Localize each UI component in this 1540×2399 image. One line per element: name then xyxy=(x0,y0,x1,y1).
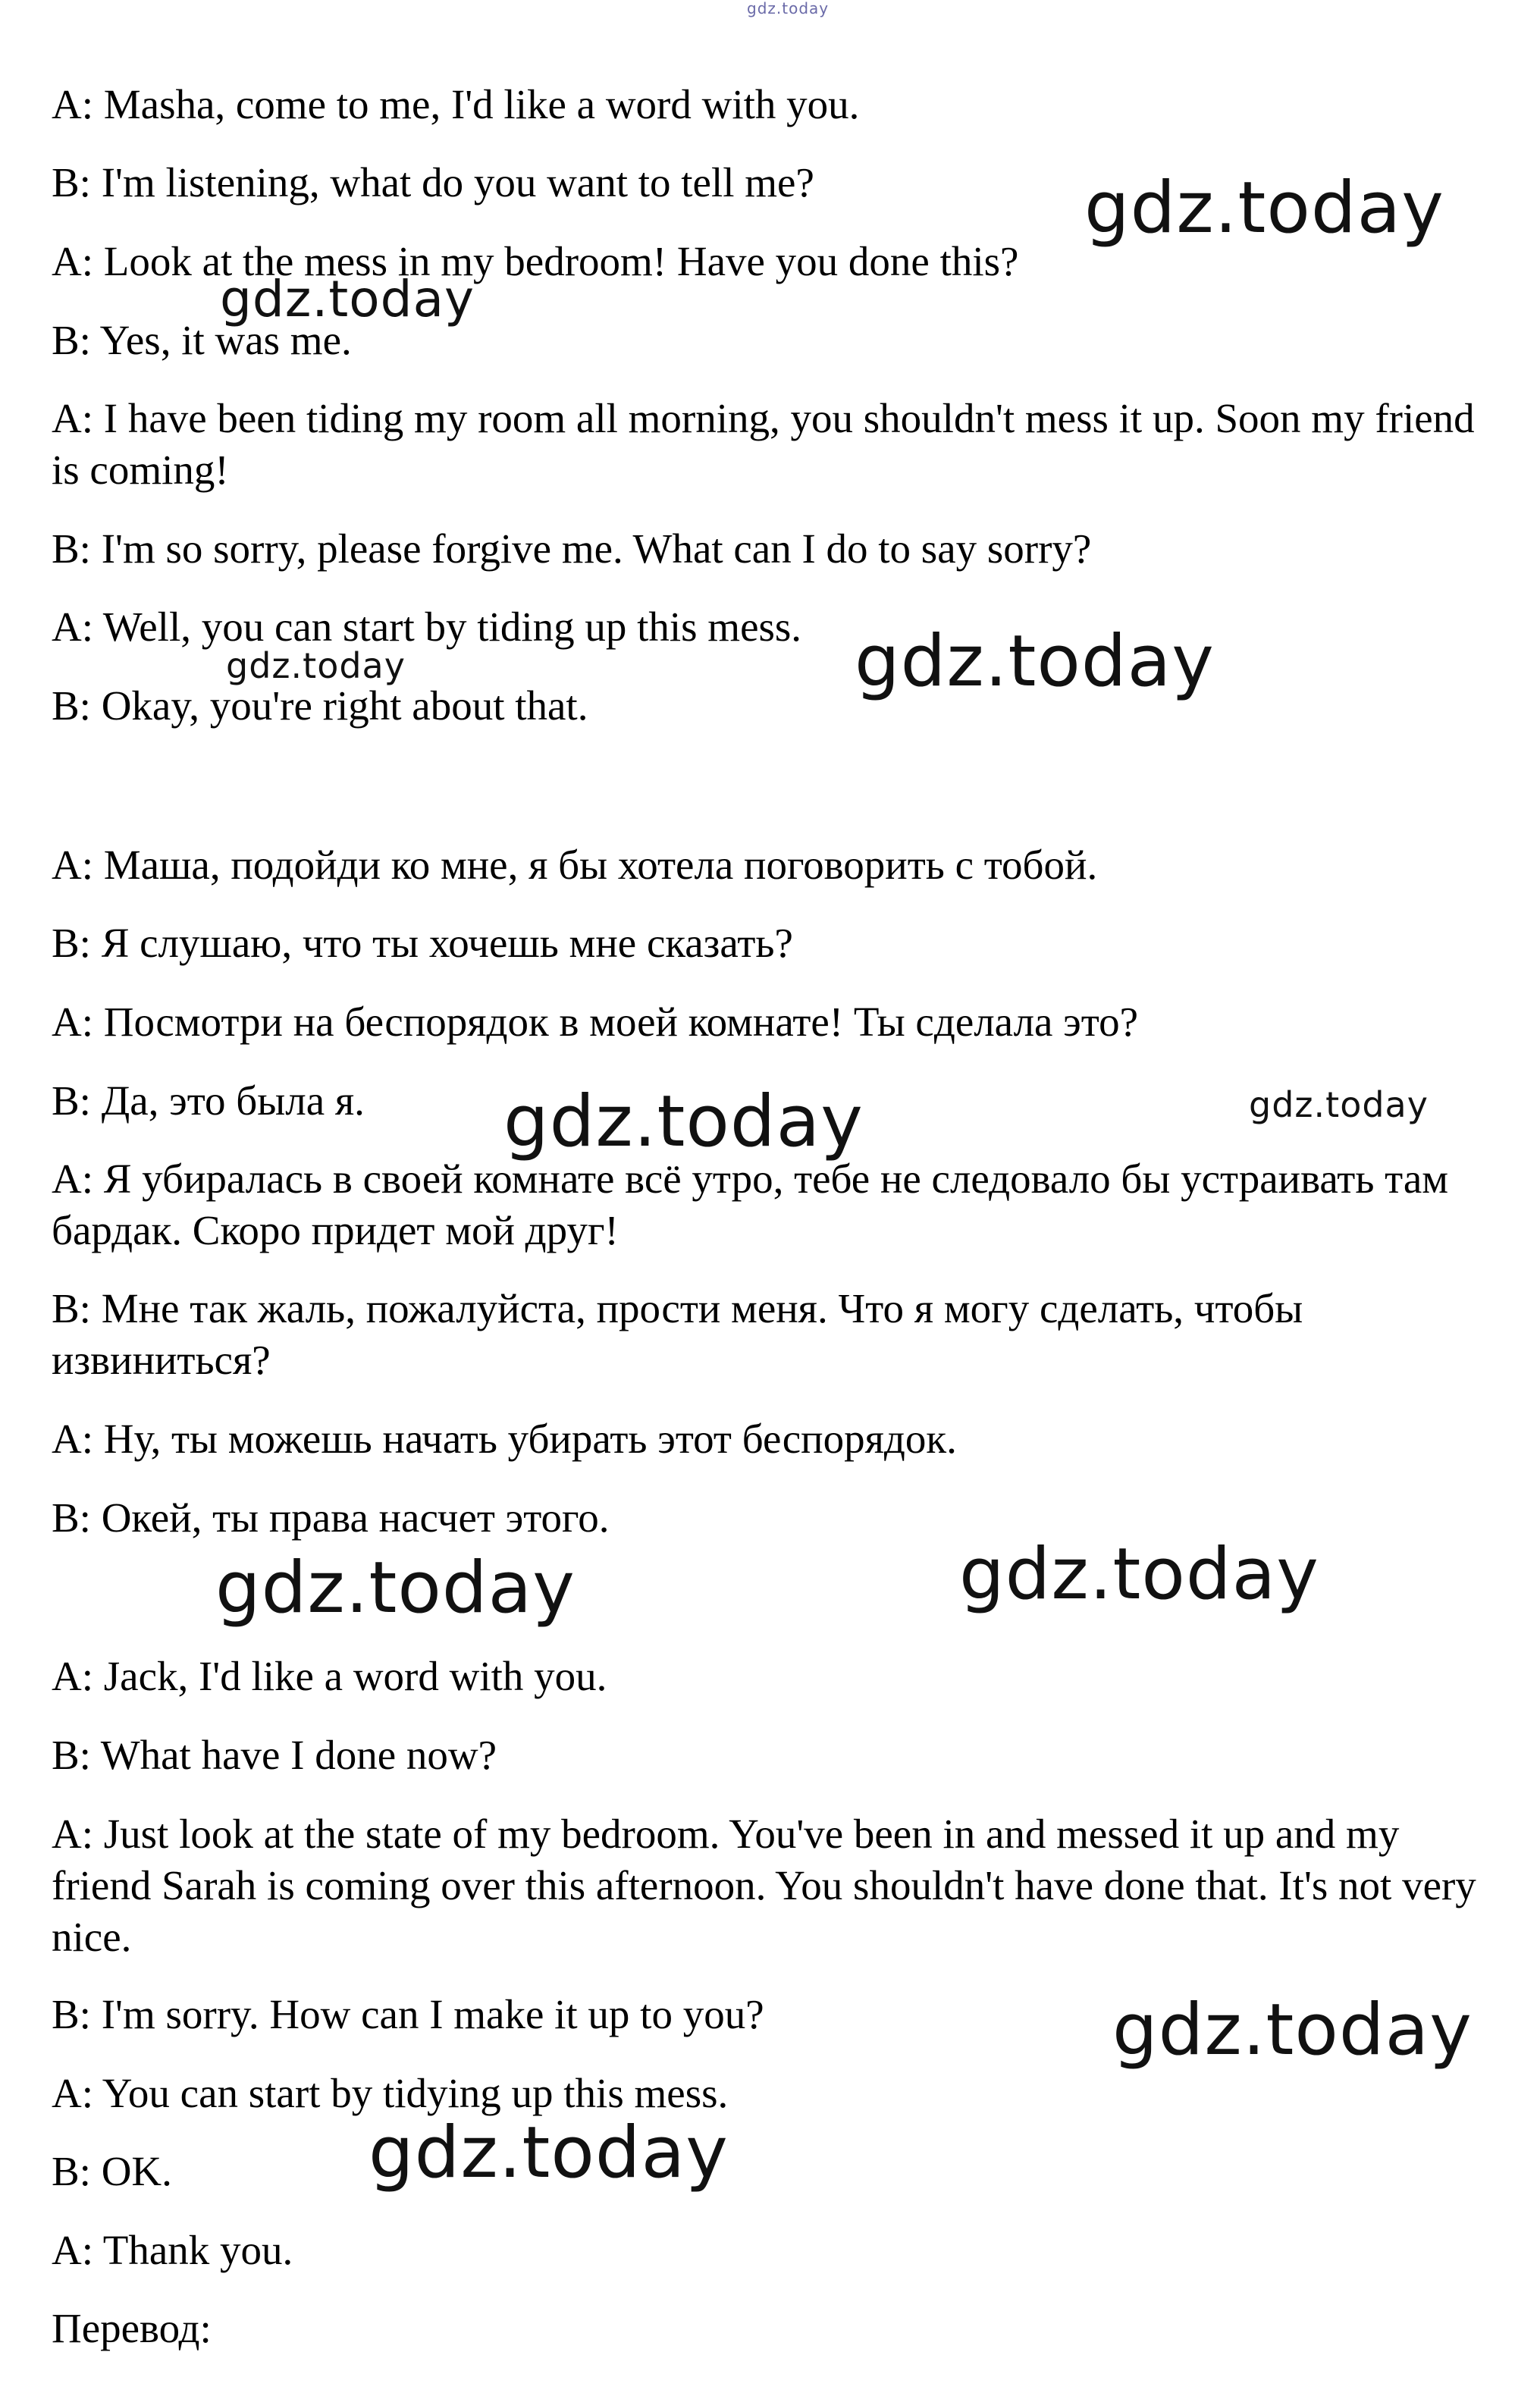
watermark: gdz.today xyxy=(503,1080,864,1163)
watermark: gdz.today xyxy=(1112,1989,1473,2071)
dialogue-line: В: Окей, ты права насчет этого. xyxy=(52,1494,610,1541)
dialogue-line: A: Well, you can start by tiding up this mess. xyxy=(52,604,802,650)
dialogue-line: A: Look at the mess in my bedroom! Have you done this? xyxy=(52,238,1019,284)
translation-heading: Перевод: xyxy=(52,2305,212,2351)
dialogue-line: А: Маша, подойди ко мне, я бы хотела поговорить с тобой. xyxy=(52,842,1098,888)
dialogue-line: В: Да, это была я. xyxy=(52,1077,365,1124)
watermark: gdz.today xyxy=(959,1533,1319,1616)
dialogue-line: B: Yes, it was me. xyxy=(52,317,352,363)
dialogue-line: B: I'm so sorry, please forgive me. What can I do to say sorry? xyxy=(52,525,1092,572)
dialogue-line: A: Thank you. xyxy=(52,2227,293,2273)
dialogue-line: B: What have I done now? xyxy=(52,1732,497,1778)
dialogue-line: A: Just look at the state of my bedroom. You've been in and messed it up and my friend Sarah is coming over this afternoon. You shouldn't have done that. It's not very nice. xyxy=(52,1811,1476,1960)
dialogue-line: А: Ну, ты можешь начать убирать этот беспорядок. xyxy=(52,1416,957,1462)
watermark: gdz.today xyxy=(215,1547,576,1629)
dialogue-line: В: Мне так жаль, пожалуйста, прости меня. Что я могу сделать, чтобы извиниться? xyxy=(52,1285,1303,1383)
dialogue-line: B: OK. xyxy=(52,2148,172,2194)
dialogue-line: В: Я слушаю, что ты хочешь мне сказать? xyxy=(52,920,793,966)
watermark: gdz.today xyxy=(369,2112,729,2194)
watermark: gdz.today xyxy=(220,270,475,328)
dialogue-line: А: Посмотри на беспорядок в моей комнате! Ты сделала это? xyxy=(52,999,1139,1045)
watermark: gdz.today xyxy=(855,620,1215,703)
dialogue-line: A: I have been tiding my room all morning, you shouldn't mess it up. Soon my friend is coming! xyxy=(52,395,1475,493)
watermark: gdz.today xyxy=(226,645,406,686)
watermark-top: gdz.today xyxy=(747,0,830,17)
dialogue-line: A: Masha, come to me, I'd like a word with you. xyxy=(52,81,860,127)
dialogue-line: А: Я убиралась в своей комнате всё утро, тебе не следовало бы устраивать там бардак. Скоро придет мой друг! xyxy=(52,1156,1449,1253)
watermark: gdz.today xyxy=(1084,167,1444,249)
dialogue-line: B: I'm sorry. How can I make it up to you? xyxy=(52,1991,764,2037)
dialogue-line: A: You can start by tidying up this mess. xyxy=(52,2070,729,2116)
watermark: gdz.today xyxy=(1249,1084,1429,1125)
dialogue-line: B: Okay, you're right about that. xyxy=(52,682,588,729)
dialogue-line: A: Jack, I'd like a word with you. xyxy=(52,1653,607,1699)
dialogue-line: B: I'm listening, what do you want to tell me? xyxy=(52,159,814,205)
